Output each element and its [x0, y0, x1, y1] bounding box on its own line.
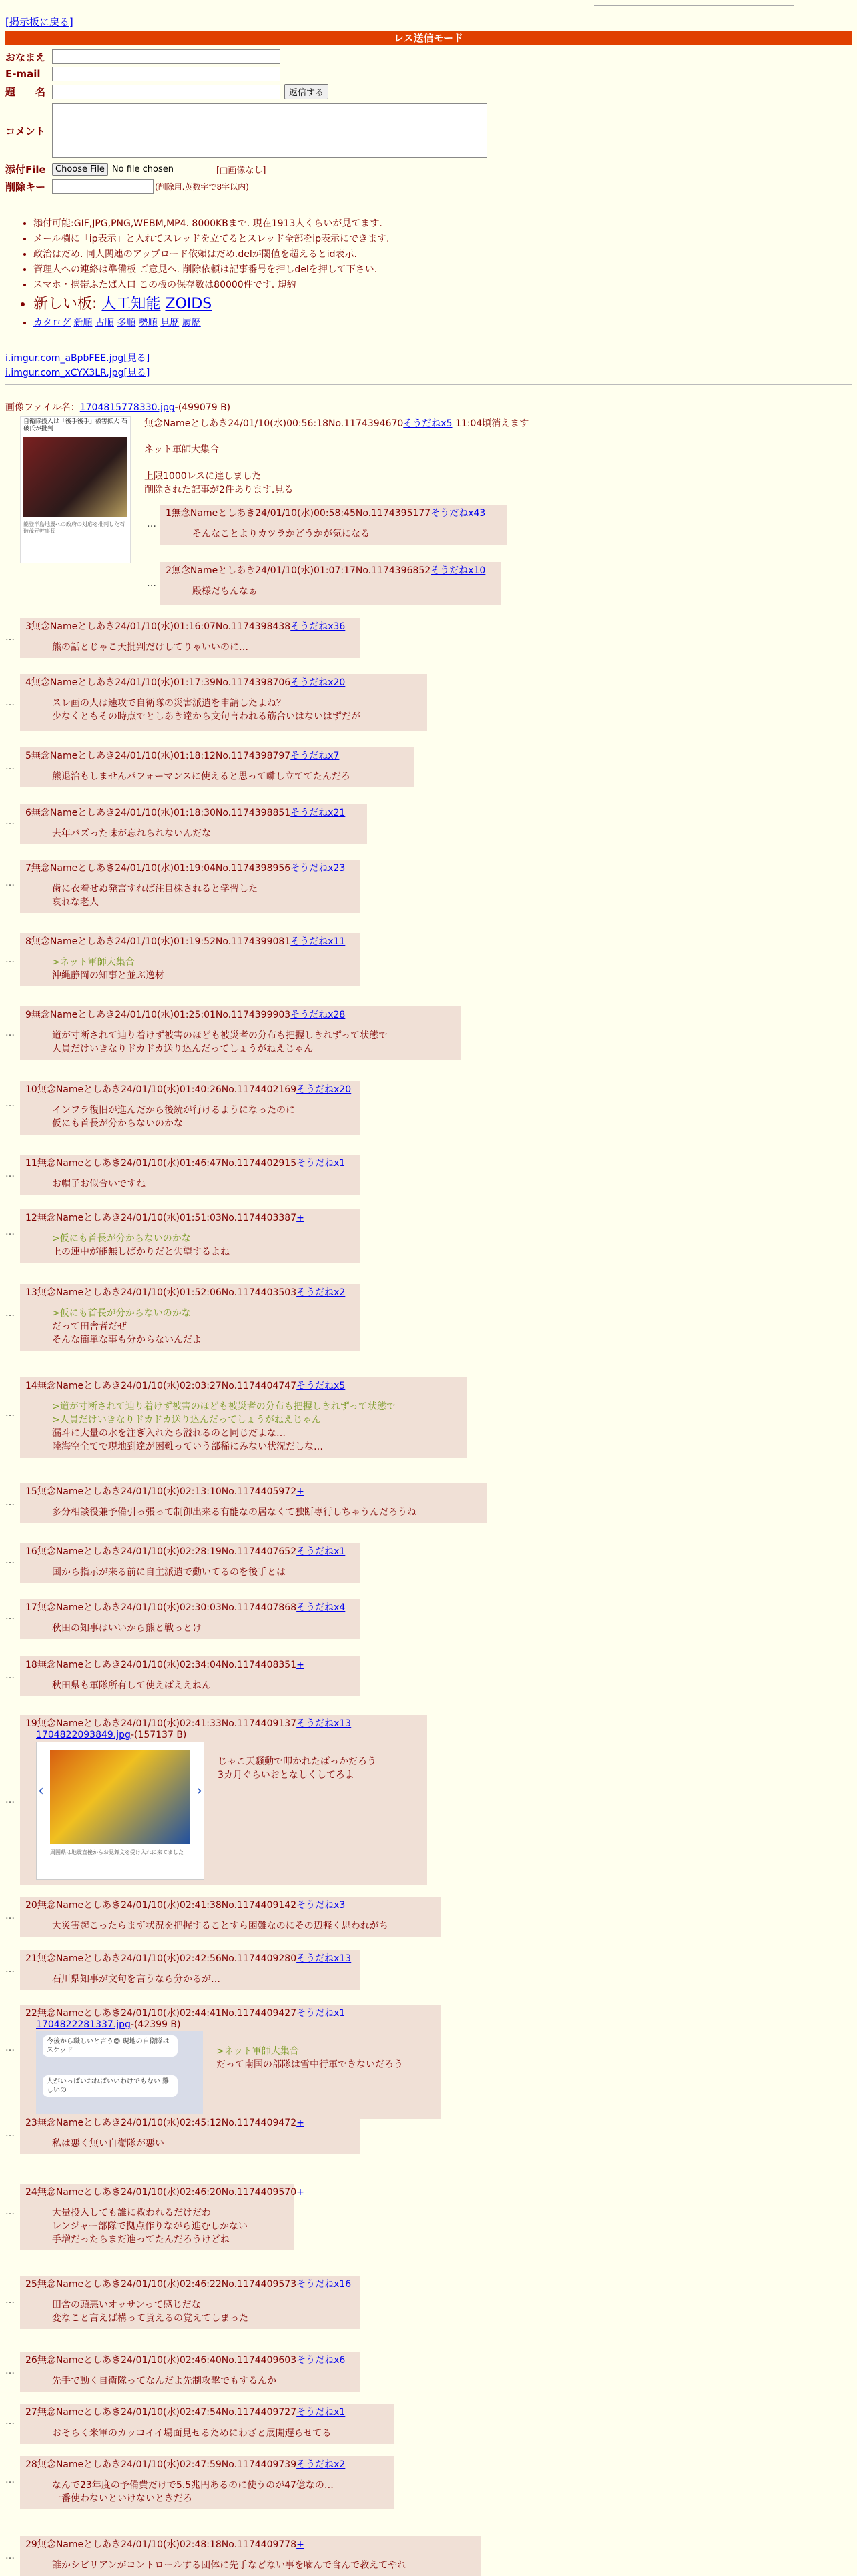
reply-body [52, 2137, 355, 2150]
reply-header-text: 18無念Nameとしあき24/01/10(水)02:34:04No.1174408351 [25, 1660, 297, 1670]
reply-header [25, 1898, 435, 1911]
reply-body [216, 2045, 403, 2115]
reply-post [20, 1284, 360, 1351]
sodane-button[interactable]: そうだねx1 [296, 2407, 346, 2418]
reply-header [25, 1008, 455, 1021]
reply-post [160, 562, 501, 605]
reply-post [20, 2184, 304, 2250]
reply-line: 石川県知事が文句を言うなら分かるが… [52, 1974, 220, 1985]
note-item: • 添付可能:GIF,JPG,PNG,WEBM,MP4. 8000KBまで. 現在1913人くらいが見てます. [33, 216, 389, 232]
reply-header-text: 27無念Nameとしあき24/01/10(水)02:47:54No.1174409727 [25, 2407, 297, 2418]
reply-line: 多分相談役兼予備引っ張って制御出来る有能なの居なくて独断専行しちゃうんだろうね [52, 1507, 416, 1518]
sodane-button[interactable]: そうだねx13 [296, 1953, 352, 1964]
reply-menu-dots[interactable]: … [5, 1670, 15, 1681]
reply-line: 哀れな老人 [52, 897, 99, 908]
reply-menu-dots[interactable]: … [5, 1964, 15, 1975]
reply-body [218, 1755, 376, 1880]
reply-header-text: 16無念Nameとしあき24/01/10(水)02:28:19No.1174407652 [25, 1546, 297, 1557]
sodane-button[interactable]: そうだねx20 [296, 1084, 352, 1095]
reply-header-text: 26無念Nameとしあき24/01/10(水)02:46:40No.1174409603 [25, 2355, 297, 2366]
reply-header [25, 2537, 475, 2551]
reply-line: 誰かシビリアンがコントロールする団体に先手などない事を噛んで含んで教えてやれ [52, 2560, 407, 2571]
note-item: • 政治はだめ. 同人関連のアップロード依頼はだめ.delが閾値を超えるとid表示. [33, 247, 389, 262]
sort-many-link[interactable]: 多順 [117, 318, 136, 328]
reply-header [25, 1285, 355, 1299]
reply-body [52, 2479, 388, 2505]
sodane-button[interactable]: そうだねx1 [296, 2008, 346, 2019]
reply-line: 殿様だもんなぁ [192, 586, 258, 597]
reply-body [52, 2374, 355, 2388]
reply-header-text: 11無念Nameとしあき24/01/10(水)01:46:47No.1174402915 [25, 1158, 297, 1169]
op-thumb-caption: 能登半島地震への政府の対応を批判した石破茂元幹事長 [23, 521, 125, 534]
reply-line: 手増だったらまだ進ってたんだろうけどね [52, 2234, 230, 2245]
reply-header [25, 2006, 435, 2019]
reply-menu-dots[interactable]: … [5, 2366, 15, 2376]
no-image-checkbox[interactable]: [□画像なし] [216, 166, 266, 176]
reply-line: 上の連中が能無しばかりだと失望するよね [52, 1247, 230, 1257]
op-line: 上限1000レスに達しました [144, 471, 262, 482]
delkey-label: 削除キー [5, 180, 46, 193]
reply-menu-dots[interactable]: … [5, 2416, 15, 2427]
op-body [144, 443, 293, 497]
reply-line: 3カ月ぐらいおとなしくしてろよ [218, 1770, 354, 1781]
reply-menu-dots[interactable]: … [5, 761, 15, 772]
reply-post [160, 505, 507, 545]
sodane-button[interactable]: そうだねx21 [290, 808, 346, 818]
reply-header [25, 1156, 355, 1169]
reply-line: じゃこ天騒動で叩かれたばっかだろう [218, 1756, 376, 1767]
reply-header-text: 8無念Nameとしあき24/01/10(水)01:19:52No.1174399081 [25, 936, 291, 947]
reply-line: 歯に衣着せぬ発言すれば注目株されると学習した [52, 884, 258, 894]
sodane-button[interactable]: そうだねx20 [290, 677, 346, 688]
reply-header [25, 1658, 355, 1671]
reply-menu-dots[interactable]: … [5, 1227, 15, 1237]
sodane-button[interactable]: そうだねx2 [296, 2459, 346, 2470]
reply-menu-dots[interactable]: … [5, 2043, 15, 2053]
reply-post [20, 2005, 441, 2119]
reply-header [25, 1544, 355, 1558]
reply-post [20, 1950, 360, 1990]
sodane-button[interactable]: そうだねx2 [296, 1287, 346, 1298]
reply-line: >仮にも首長が分からないのかな [52, 1233, 191, 1244]
send-button[interactable]: 返信する [284, 84, 328, 99]
reply-header [25, 619, 355, 633]
reply-file-link[interactable]: 1704822093849.jpg [36, 1730, 131, 1740]
reply-header-text: 4無念Nameとしあき24/01/10(水)01:17:39No.1174398706 [25, 677, 291, 688]
reply-menu-dots[interactable]: … [5, 1169, 15, 1179]
reply-menu-dots[interactable]: … [5, 1028, 15, 1038]
reply-menu-dots[interactable]: … [5, 1098, 15, 1109]
op-thumb-photo [23, 437, 127, 517]
op-file-label: 画像ファイル名： [5, 402, 80, 413]
reply-line: 仮にも首長が分からないのかな [52, 1118, 183, 1129]
op-thumbnail[interactable] [20, 416, 131, 563]
reply-post [20, 1599, 360, 1639]
sodane-button[interactable]: そうだねx13 [296, 1718, 352, 1729]
reply-line: レンジャー部隊で拠点作りながら進むしかない [52, 2221, 248, 2232]
reply-header-text: 6無念Nameとしあき24/01/10(水)01:18:30No.1174398851 [25, 808, 291, 818]
reply-image-row [36, 2031, 435, 2115]
board-link-zoids[interactable]: ZOIDS [165, 296, 212, 312]
reply-header-text: 20無念Nameとしあき24/01/10(水)02:41:38No.1174409142 [25, 1900, 297, 1911]
reply-header [25, 806, 362, 819]
reply-menu-dots[interactable]: … [5, 816, 15, 827]
reply-header [25, 861, 355, 874]
sodane-button[interactable]: + [296, 2118, 304, 2128]
reply-body [52, 770, 408, 783]
reply-file-size: -(42399 B) [130, 2019, 181, 2030]
reply-header-text: 21無念Nameとしあき24/01/10(水)02:42:56No.1174409280 [25, 1953, 297, 1964]
reply-menu-dots[interactable]: … [5, 632, 15, 643]
reply-header [25, 2353, 355, 2366]
reply-file-info [36, 1730, 422, 1740]
op-title: ネット軍師大集合 [144, 444, 219, 455]
catalog-link[interactable]: カタログ [33, 318, 71, 328]
sort-hot-link[interactable]: 勢順 [138, 318, 158, 328]
reply-header [25, 2277, 355, 2290]
reply-body [52, 697, 422, 723]
reply-line: 熊の話とじゃこ天批判だけしてりゃいいのに… [52, 642, 248, 653]
new-boards-label: 新しい板: [33, 296, 97, 312]
reply-menu-dots[interactable]: … [147, 519, 156, 529]
new-boards [33, 293, 389, 316]
sodane-button[interactable]: そうだねx1 [296, 1158, 346, 1169]
reply-header [25, 1600, 355, 1614]
reply-file-size: -(157137 B) [130, 1730, 187, 1740]
reply-body [52, 956, 355, 982]
reply-line: >人員だけいきなりドカドカ送り込んだってしょうがねえじゃん [52, 1415, 321, 1425]
reply-image[interactable] [36, 2031, 203, 2115]
reply-line: そんなことよりカツラかどうかが気になる [192, 529, 370, 539]
reply-body [52, 2427, 388, 2440]
sodane-button[interactable]: そうだねx10 [431, 565, 486, 576]
sodane-button[interactable]: そうだねx23 [290, 863, 346, 874]
back-to-board-link[interactable]: [掲示板に戻る] [5, 16, 73, 28]
reply-image-caption: 周囲県は地震直後からお見舞文を受け入れに来てました [50, 1849, 184, 1855]
reply-line: 人員だけいきなりドカドカ送り込んだってしょうがねえじゃん [52, 1044, 314, 1054]
reply-line: 秋田の知事はいいから熊と戦っとけ [52, 1623, 202, 1634]
reply-header-text: 10無念Nameとしあき24/01/10(水)01:40:26No.1174402169 [25, 1084, 297, 1095]
reply-image-row [36, 1742, 422, 1880]
reply-body [52, 1566, 355, 1579]
reply-post [20, 1081, 360, 1135]
reply-line: 変なこと言えば構って貰えるの覚えてしまった [52, 2313, 248, 2324]
reply-line: 大災害起こったらまず状況を把握することすら困難なのにその辺軽く思われがち [52, 1921, 388, 1931]
chevron-left-icon[interactable]: ‹ [38, 1783, 44, 1799]
reply-body [52, 1400, 462, 1454]
reply-menu-dots[interactable]: … [5, 697, 15, 708]
reply-body [192, 585, 495, 598]
reply-header-text: 12無念Nameとしあき24/01/10(水)01:51:03No.1174403387 [25, 1213, 297, 1223]
reply-header [25, 1716, 422, 1730]
reply-line: >ネット軍師大集合 [52, 957, 135, 968]
reply-body [52, 2298, 355, 2325]
reply-line: 沖縄静岡の知事と並ぶ逸材 [52, 970, 164, 981]
chat-bubble: 人がいっぱいおればいいわけでもない 難しいの [43, 2075, 178, 2097]
reply-post [20, 2114, 360, 2154]
reply-menu-dots[interactable]: … [5, 954, 15, 965]
reply-line: だって田舎者だぜ [52, 1321, 127, 1332]
reply-line: だって南国の部隊は雪中行軍できないだろう [216, 2059, 403, 2070]
reply-header-text: 2無念Nameとしあき24/01/10(水)01:07:17No.1174396852 [166, 565, 431, 576]
op-expire: 11:04頃消えます [455, 418, 529, 429]
sodane-button[interactable]: そうだねx11 [290, 936, 346, 947]
reply-header [166, 506, 502, 519]
sodane-button[interactable]: そうだねx43 [431, 508, 486, 519]
sodane-button[interactable]: そうだねx28 [290, 1010, 346, 1020]
reply-header [25, 1211, 355, 1224]
reply-header-text: 17無念Nameとしあき24/01/10(水)02:30:03No.1174407868 [25, 1602, 297, 1613]
reply-header [25, 2405, 388, 2419]
reply-line: 道が寸断されて辿り着けず被害のほども被災者の分布も把握しきれずって状態で [52, 1030, 388, 1041]
reply-header [25, 934, 355, 948]
reply-header [25, 1379, 462, 1392]
sort-old-link[interactable]: 古順 [95, 318, 114, 328]
op-line: 削除された記事が2件あります.見る [144, 485, 294, 495]
reply-line: 去年バズった味が忘れられないんだな [52, 828, 212, 839]
reply-post [20, 804, 367, 844]
note-item: • 管理人への連絡は準備板 ご意見へ. 削除依頼は記事番号を押しdelを押して下さい. [33, 262, 389, 278]
reply-header-text: 3無念Nameとしあき24/01/10(水)01:16:07No.1174398438 [25, 621, 291, 632]
imgur-link[interactable]: i.imgur.com_xCYX3LR.jpg[見る] [5, 368, 150, 378]
reply-body [52, 2559, 475, 2572]
reply-body [52, 1622, 355, 1635]
reply-post [20, 1656, 360, 1696]
reply-header-text: 7無念Nameとしあき24/01/10(水)01:19:04No.1174398956 [25, 863, 291, 874]
note-item: • スマホ・携帯ふたば入口 この板の保存数は80000件です. 規約 [33, 278, 389, 293]
reply-line: 田舎の頭悪いオッサンって感じだな [52, 2300, 201, 2310]
sodane-button[interactable]: そうだねx16 [296, 2279, 352, 2290]
sodane-button[interactable]: そうだねx5 [403, 418, 453, 429]
chevron-right-icon[interactable]: › [196, 1783, 202, 1799]
sodane-button[interactable]: そうだねx6 [296, 2355, 346, 2366]
reply-header [25, 2116, 355, 2129]
reply-post [20, 1897, 441, 1937]
sort-new-link[interactable]: 新順 [73, 318, 93, 328]
reply-menu-dots[interactable]: … [5, 2551, 15, 2561]
note-item: • メール欄に「ip表示」と入れてスレッドを立てるとスレッド全部をip表示にできます. [33, 232, 389, 247]
reply-body [52, 1307, 355, 1347]
op-header-text: 無念Nameとしあき24/01/10(水)00:56:18No.1174394670 [144, 418, 404, 429]
reply-image[interactable] [36, 1742, 204, 1880]
no-file-text: No file chosen [111, 164, 174, 174]
reply-body [52, 1506, 482, 1519]
sodane-button[interactable]: そうだねx1 [296, 1546, 346, 1557]
reply-line: インフラ復旧が進んだから後続が行けるようになったのに [52, 1105, 295, 1116]
subject-label: 題 名 [5, 86, 46, 98]
reply-menu-dots[interactable]: … [5, 1497, 15, 1508]
email-label: E-mail [5, 68, 41, 80]
reply-header-text: 1無念Nameとしあき24/01/10(水)00:58:45No.1174395177 [166, 508, 431, 519]
reply-menu-dots[interactable]: … [5, 1611, 15, 1622]
reply-header-text: 25無念Nameとしあき24/01/10(水)02:46:22No.1174409573 [25, 2279, 297, 2290]
sodane-button[interactable]: そうだねx3 [296, 1900, 346, 1911]
reply-body [52, 2206, 288, 2246]
reply-line: お帽子お似合いですね [52, 1179, 146, 1189]
reply-line: 私は悪く無い自衛隊が悪い [52, 2138, 164, 2149]
sodane-button[interactable]: そうだねx36 [290, 621, 346, 632]
board-links [33, 316, 389, 331]
reply-post [20, 2404, 394, 2444]
reply-header-text: 9無念Nameとしあき24/01/10(水)01:25:01No.1174399903 [25, 1010, 291, 1020]
sodane-button[interactable]: そうだねx5 [296, 1381, 346, 1391]
reply-line: 漏斗に大量の水を注ぎ入れたら溢れるのと同じだよな… [52, 1428, 286, 1439]
divider [5, 384, 852, 385]
reply-line: 秋田県も軍隊所有して使えばええねん [52, 1680, 211, 1691]
reply-line: >道が寸断されて辿り着けず被害のほども被災者の分布も把握しきれずって状態で [52, 1401, 396, 1412]
reply-line: 熊退治もしませんパフォーマンスに使えると思って囃し立ててたんだろ [52, 771, 350, 782]
reply-body [52, 641, 355, 654]
sodane-button[interactable]: そうだねx4 [296, 1602, 346, 1613]
reply-post [20, 1715, 427, 1885]
reply-header-text: 5無念Nameとしあき24/01/10(水)01:18:12No.1174398797 [25, 751, 291, 761]
reply-line: そんな簡単な事も分からないんだよ [52, 1335, 202, 1345]
sodane-button[interactable]: + [296, 2187, 304, 2198]
reply-header [25, 1484, 482, 1498]
reply-line: 一番使わないといけないときだろ [52, 2493, 192, 2504]
choose-file-button[interactable]: Choose File [52, 163, 108, 176]
reply-post [20, 1006, 461, 1060]
reply-menu-dots[interactable]: … [5, 2206, 15, 2217]
reply-body [52, 1679, 355, 1692]
sodane-button[interactable]: + [296, 2539, 304, 2550]
reply-file-link[interactable]: 1704822281337.jpg [36, 2019, 131, 2030]
reply-post [20, 860, 360, 913]
op-header [144, 416, 529, 430]
reply-body [192, 527, 502, 541]
reply-post [20, 2456, 394, 2509]
reply-body [52, 827, 362, 840]
reply-header [166, 563, 495, 577]
delkey-hint: (削除用.英数字で8字以内) [155, 182, 249, 192]
reply-header [25, 2185, 304, 2198]
reply-header-text: 28無念Nameとしあき24/01/10(水)02:47:59No.1174409739 [25, 2459, 297, 2470]
op-file-size: -(499079 B) [174, 402, 231, 413]
reply-header-text: 14無念Nameとしあき24/01/10(水)02:03:27No.1174404747 [25, 1381, 297, 1391]
reply-post [20, 1483, 487, 1523]
sodane-button[interactable]: + [296, 1660, 304, 1670]
reply-menu-dots[interactable]: … [147, 578, 156, 589]
reply-menu-dots[interactable]: … [5, 1555, 15, 1566]
reply-menu-dots[interactable]: … [5, 2475, 15, 2485]
reply-post [20, 1377, 467, 1458]
reply-header-text: 22無念Nameとしあき24/01/10(水)02:44:41No.1174409427 [25, 2008, 297, 2019]
reply-body [52, 1973, 355, 1986]
reply-form [5, 49, 513, 196]
reply-post [20, 933, 360, 986]
reply-body [52, 1232, 355, 1259]
view-history-link[interactable]: 見歴 [160, 318, 180, 328]
reply-menu-dots[interactable]: … [5, 1408, 15, 1419]
reply-body [52, 882, 355, 909]
reply-line: 陸海空全てで現地到達が困難っていう部稀にみない状況だしな… [52, 1441, 323, 1452]
sodane-button[interactable]: そうだねx7 [290, 751, 340, 761]
reply-post [20, 2352, 360, 2392]
reply-body [52, 1029, 455, 1056]
reply-header-text: 29無念Nameとしあき24/01/10(水)02:48:18No.1174409778 [25, 2539, 297, 2550]
reply-post [20, 747, 414, 787]
board-link-ai[interactable]: 人工知能 [101, 296, 161, 312]
subject-input[interactable] [52, 85, 280, 99]
reply-mode-bar: レス送信モード [5, 31, 852, 45]
sodane-button[interactable]: + [296, 1486, 304, 1497]
reply-line: 先手で動く自衛隊ってなんだよ先制攻撃でもするんか [52, 2376, 276, 2386]
reply-post [20, 618, 360, 658]
op-file-info [5, 400, 230, 414]
imgur-link[interactable]: i.imgur.com_aBpbFEE.jpg[見る] [5, 353, 150, 364]
name-input[interactable] [52, 49, 280, 64]
reply-header [25, 1951, 355, 1965]
op-thumb-headline: 自衛隊投入は「後手後手」被害拡大 石破氏が批判 [23, 418, 127, 432]
comment-textarea[interactable] [52, 103, 487, 158]
file-label: 添付File [5, 164, 46, 176]
reply-menu-dots[interactable]: … [5, 2128, 15, 2139]
sodane-button[interactable]: + [296, 1213, 304, 1223]
reply-line: 大量投入しても誰に救われるだけだわ [52, 2208, 211, 2218]
reply-menu-dots[interactable]: … [5, 1308, 15, 1319]
reply-menu-dots[interactable]: … [5, 878, 15, 888]
reply-header [25, 1082, 355, 1096]
reply-body [52, 1104, 355, 1131]
top-divider [594, 5, 794, 6]
reply-post [20, 1543, 360, 1583]
reply-line: >仮にも首長が分からないのかな [52, 1308, 191, 1319]
reply-image-photo [50, 1750, 190, 1844]
reply-body [52, 1919, 435, 1933]
reply-line: おそらく米軍のカッコイイ場面見せるためにわざと展開遅らせてる [52, 2428, 332, 2439]
reply-line: >ネット軍師大集合 [216, 2046, 299, 2057]
reply-menu-dots[interactable]: … [5, 1795, 15, 1805]
email-input[interactable] [52, 67, 280, 81]
board-notes [13, 216, 389, 331]
reply-post [20, 2276, 360, 2329]
reply-header-text: 24無念Nameとしあき24/01/10(水)02:46:20No.1174409570 [25, 2187, 297, 2198]
reply-body [52, 1177, 355, 1191]
reply-post [20, 2536, 481, 2576]
chat-bubble: 今後から職しいと言う😊 現地の自衛隊はスケッド [43, 2035, 178, 2057]
reply-line: 少なくともその時点でとしあき達から文句言われる筋合いはないはずだが [52, 711, 360, 722]
reply-file-info [36, 2019, 435, 2030]
reply-line: なんで23年度の予備費だけで5.5兆円あるのに使うのが47億なの… [52, 2480, 334, 2491]
reply-header [25, 675, 422, 689]
reply-menu-dots[interactable]: … [5, 2295, 15, 2306]
reply-post [20, 1209, 360, 1263]
reply-header-text: 15無念Nameとしあき24/01/10(水)02:13:10No.1174405972 [25, 1486, 297, 1497]
delkey-input[interactable] [52, 179, 154, 194]
comment-label: コメント [5, 125, 46, 137]
reply-header-text: 13無念Nameとしあき24/01/10(水)01:52:06No.1174403503 [25, 1287, 297, 1298]
history-link[interactable]: 履歴 [182, 318, 201, 328]
reply-post [20, 1155, 360, 1195]
reply-header [25, 749, 408, 762]
reply-post [20, 674, 427, 731]
reply-header [25, 2457, 388, 2471]
reply-menu-dots[interactable]: … [5, 1911, 15, 1921]
name-label: おなまえ [5, 51, 46, 63]
reply-line: スレ画の人は速攻で自衛隊の災害派遣を申請したよね？ [52, 698, 286, 709]
reply-header-text: 19無念Nameとしあき24/01/10(水)02:41:33No.1174409137 [25, 1718, 297, 1729]
reply-line: 国から指示が来る前に自主派遣で動いてるのを後手とは [52, 1567, 286, 1578]
op-file-link[interactable]: 1704815778330.jpg [79, 402, 175, 413]
reply-header-text: 23無念Nameとしあき24/01/10(水)02:45:12No.1174409472 [25, 2118, 297, 2128]
